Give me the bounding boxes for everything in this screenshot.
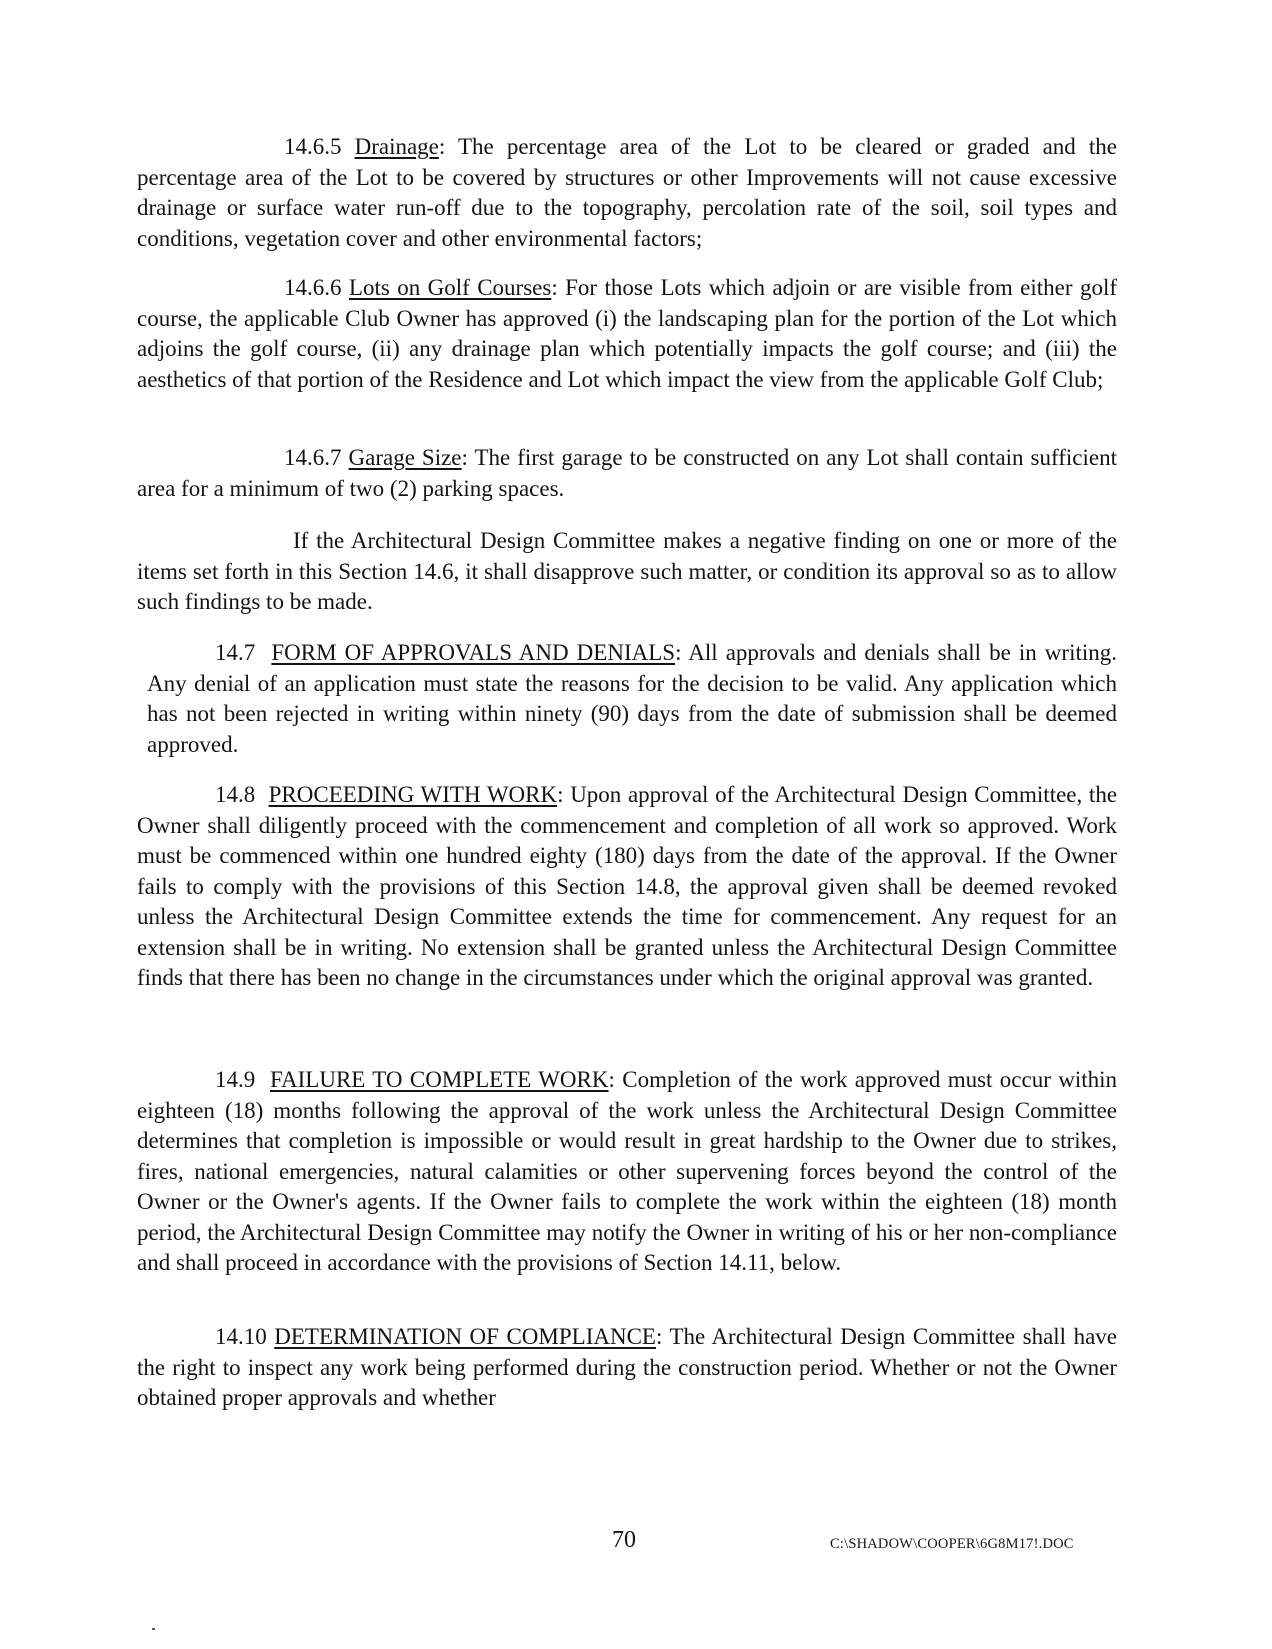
section-number: 14.6.5 — [284, 134, 342, 159]
scan-speck — [152, 1628, 155, 1630]
section-14-6-7: 14.6.7 Garage Size: The first garage to be constructed on any Lot shall contain sufficient area for a minimum of two (2) parking spaces. — [137, 445, 1117, 501]
section-14-8: 14.8 PROCEEDING WITH WORK: Upon approval of the Architectural Design Committee, the Owner shall diligently proceed with the commencement and completion of all work so approved. Work must be commenced within one hundred eighty (180) days from the date of the approval. If the Owner fails to comply with the provisions of this Section 14.8, the approval given shall be deemed revoked unless the Architectural Design Committee extends the time for commencement. Any request for an extension shall be in writing. No extension shall be granted unless the Architectural Design Committee finds that there has been no change in the circumstances under which the original approval was granted. — [137, 782, 1118, 990]
section-body: The first garage to be constructed on any Lot shall contain sufficient area for a minimum of two (2) parking spaces. — [137, 445, 1117, 501]
section-body: If the Architectural Design Committee makes a negative finding on one or more of the items set forth in this Section 14.6, it shall disapprove such matter, or condition its approval so as to allow such findings to be made. — [137, 528, 1117, 614]
section-14-10: 14.10 DETERMINATION OF COMPLIANCE: The Architectural Design Committee shall have the right to inspect any work being performed during the construction period. Whether or not the Owner obtained proper approvals and whether — [137, 1324, 1117, 1410]
section-body: Upon approval of the Architectural Design Committee, the Owner shall diligently proceed with the commencement and completion of all work so approved. Work must be commenced within one hundred eighty (180) days from the date of the approval. If the Owner fails to comply with the provisions of this Section 14.8, the approval given shall be deemed revoked unless the Architectural Design Committee extends the time for commencement. Any request for an extension shall be in writing. No extension shall be granted unless the Architectural Design Committee finds that there has been no change in the circumstances under which the original approval was granted. — [137, 782, 1118, 990]
section-number: 14.8 — [215, 782, 256, 807]
section-body: The percentage area of the Lot to be cleared or graded and the percentage area of the Lot to be covered by structures or other Improvements will not cause excessive drainage or surface water run-off due to the topography, percolation rate of the soil, soil types and conditions, vegetation cover and other environmental factors; — [137, 134, 1118, 251]
section-number: 14.9 — [215, 1067, 256, 1092]
section-body: For those Lots which adjoin or are visible from either golf course, the applicable Club Owner has approved (i) the landscaping plan for the portion of the Lot which adjoins the golf course, (ii) any drainage plan which potentially impacts the golf course; and (iii) the aesthetics of that portion of the Residence and Lot which impact the view from the applicable Golf Club; — [137, 275, 1117, 392]
section-heading: Garage Size — [348, 445, 462, 470]
section-number: 14.6.6 — [284, 275, 342, 300]
section-number: 14.7 — [215, 640, 256, 665]
section-14-6-5: 14.6.5 Drainage: The percentage area of the Lot to be cleared or graded and the percentage area of the Lot to be covered by structures or other Improvements will not cause excessive drainage or surface water run-off due to the topography, percolation rate of the soil, soil types and conditions, vegetation cover and other environmental factors; — [137, 134, 1118, 251]
section-14-6-closing — [137, 526, 1117, 618]
page-number: 70 — [612, 1527, 636, 1553]
section-body: The Architectural Design Committee shall have the right to inspect any work being performed during the construction period. Whether or not the Owner obtained proper approvals and whether — [137, 1324, 1117, 1410]
section-number: 14.6.7 — [284, 445, 342, 470]
section-heading: Drainage — [354, 134, 439, 159]
file-path: C:\SHADOW\COOPER\6G8M17!.DOC — [830, 1536, 1074, 1552]
section-heading: DETERMINATION OF COMPLIANCE — [274, 1324, 656, 1349]
section-number: 14.10 — [215, 1324, 267, 1349]
section-heading: FAILURE TO COMPLETE WORK — [269, 1067, 609, 1092]
section-heading: PROCEEDING WITH WORK — [268, 782, 558, 807]
section-body: Completion of the work approved must occur within eighteen (18) months following the approval of the work unless the Architectural Design Committee determines that completion is impossible or would result in great hardship to the Owner due to strikes, fires, national emergencies, natural calamities or other supervening forces beyond the control of the Owner or the Owner's agents. If the Owner fails to complete the work within the eighteen (18) month period, the Architectural Design Committee may notify the Owner in writing of his or her non-compliance and shall proceed in accordance with the provisions of Section 14.11, below. — [137, 1067, 1117, 1275]
section-14-6-6: 14.6.6 Lots on Golf Courses: For those Lots which adjoin or are visible from either golf course, the applicable Club Owner has approved (i) the landscaping plan for the portion of the Lot which adjoins the golf course, (ii) any drainage plan which potentially impacts the golf course; and (iii) the aesthetics of that portion of the Residence and Lot which impact the view from the applicable Golf Club; — [137, 275, 1117, 392]
section-14-7: 14.7 FORM OF APPROVALS AND DENIALS: All approvals and denials shall be in writing. Any denial of an application must state the reasons for the decision to be valid. Any application which has not been rejected in writing within ninety (90) days from the date of submission shall be deemed approved. — [147, 640, 1117, 757]
section-14-9: 14.9 FAILURE TO COMPLETE WORK: Completion of the work approved must occur within eighteen (18) months following the approval of the work unless the Architectural Design Committee determines that completion is impossible or would result in great hardship to the Owner due to strikes, fires, national emergencies, natural calamities or other supervening forces beyond the control of the Owner or the Owner's agents. If the Owner fails to complete the work within the eighteen (18) month period, the Architectural Design Committee may notify the Owner in writing of his or her non-compliance and shall proceed in accordance with the provisions of Section 14.11, below. — [137, 1067, 1117, 1275]
section-heading: FORM OF APPROVALS AND DENIALS — [271, 640, 676, 665]
section-body: All approvals and denials shall be in writing. Any denial of an application must state the reasons for the decision to be valid. Any application which has not been rejected in writing within ninety (90) days from the date of submission shall be deemed approved. — [147, 640, 1117, 757]
section-heading: Lots on Golf Courses — [348, 275, 552, 300]
